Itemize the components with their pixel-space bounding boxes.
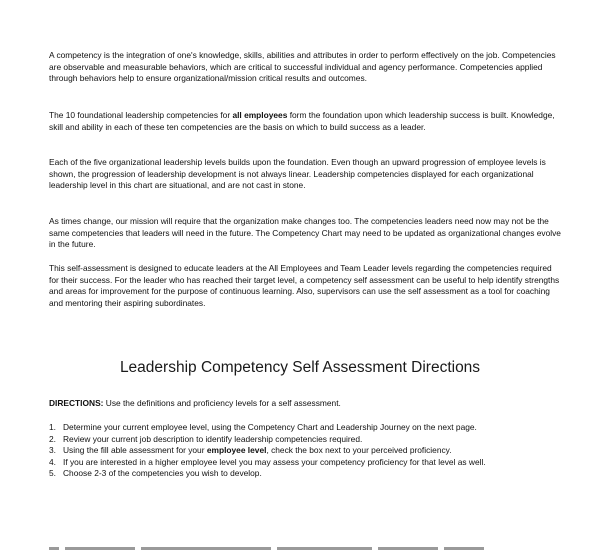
employee-level-emphasis: employee level [206, 445, 267, 456]
step-number: 4. [49, 456, 56, 467]
intro-paragraph-leadership-levels: Each of the five organizational leadership levels builds upon the foundation. Even though an upward progression of employee levels is shown, the progression of leadership development is not always linear. Leadership competencies displayed for each organizational leadership level in this chart are situational, and are not cast in stone. [49, 157, 546, 191]
cut-off-text-line [49, 546, 549, 560]
list-item [49, 434, 569, 446]
list-item [49, 422, 569, 434]
step-text: Review your current job description to identify leadership competencies required. [63, 433, 363, 444]
intro-paragraph-self-assessment-purpose: This self-assessment is designed to educate leaders at the All Employees and Team Leader levels regarding the competencies required for their success. For the leader who has reached their target level, a competency self assessment can be useful to help identify strengths and areas for improvement for the purpose of continuous learning. Also, supervisors can use the self assessment as a tool for coaching and mentoring their aspiring subordinates. [49, 263, 560, 308]
step-number: 1. [49, 422, 56, 432]
directions-text: Use the definitions and proficiency levels for a self assessment. [103, 398, 341, 408]
step-text: Using the fill able assessment for your [63, 445, 207, 456]
section-heading: Leadership Competency Self Assessment Directions [119, 359, 481, 376]
step-number: 3. [49, 445, 56, 456]
intro-paragraph-competency-definition: A competency is the integration of one's knowledge, skills, abilities and attributes in order to perform effectively on the job. Competencies are observable and measurable behaviors, which are critical to successful individual and agency performance. Competencies applied through behaviors help to ensure organizational/mission critical results and outcomes. [49, 50, 556, 84]
directions-steps-list [49, 422, 569, 480]
paragraph-text: The 10 foundational leadership competencies for [49, 110, 233, 120]
directions-label: DIRECTIONS: [49, 398, 104, 408]
step-number: 2. [49, 433, 56, 444]
step-text: Determine your current employee level, using the Competency Chart and Leadership Journey on the next page. [63, 422, 477, 432]
list-item [49, 457, 569, 469]
step-text: , check the box next to your perceived proficiency. [266, 445, 452, 456]
step-text: Choose 2-3 of the competencies you wish to develop. [63, 468, 262, 479]
list-item [49, 445, 569, 457]
directions-line [49, 398, 561, 410]
step-number: 5. [49, 468, 56, 479]
intro-paragraph-changing-times: As times change, our mission will require that the organization make changes too. The competencies leaders need now may not be the same competencies that leaders will need in the future. The Competency Chart may need to be updated as organizational changes evolve in the future. [49, 216, 561, 250]
paragraph-text: form the foundation upon which leadership success is built. Knowledge, skill and ability in each of these ten competencies are the basis on which to build success as a leader. [49, 110, 555, 132]
list-item [49, 468, 569, 480]
all-employees-emphasis: all employees [232, 110, 288, 120]
step-text: If you are interested in a higher employee level you may assess your competency proficiency for that level as well. [63, 456, 486, 467]
intro-paragraph-foundational-competencies [49, 110, 561, 133]
